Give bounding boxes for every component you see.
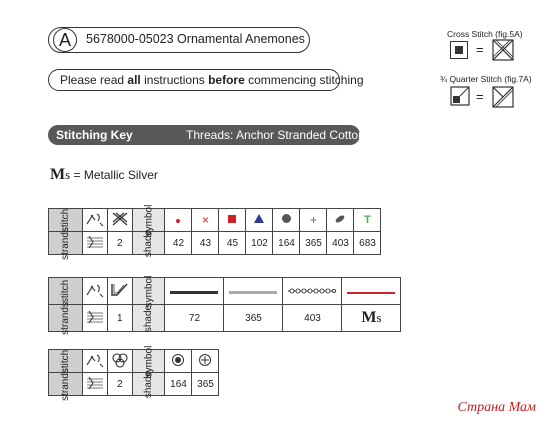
solid-square-icon [455,46,463,54]
stitch-diagram-icon [82,350,107,373]
chart-title: 5678000-05023 Ornamental Anemones [86,32,305,46]
shade-value: 365 [300,232,327,255]
cross-stitch-box [450,41,468,59]
quarter-stitch-icon [492,86,514,108]
metallic-legend: Ms = Metallic Silver [50,166,158,183]
symbol-chain-line [283,278,342,305]
symbol-label: symbol [132,350,165,373]
cross-stitch-icon [492,39,514,61]
cross-stitch-label: Cross Stitch (fig.5A) [447,29,523,39]
cross-stitch-type-icon [107,209,132,232]
cross-stitch-table [48,204,381,260]
stitch-diagram-icon [82,278,107,305]
backstitch-table [48,275,401,335]
shade-value: 43 [192,232,219,255]
shade-value: 72 [165,305,224,332]
symbol-grey-circle [273,209,300,232]
stitching-key-subtitle: Threads: Anchor Stranded Cotton and Metallic [186,128,433,142]
symbol-black-line [165,278,224,305]
symbol-red-line [342,278,401,305]
symbol-label: symbol [132,278,165,305]
shade-label: shade [132,232,165,255]
strands-label: strands [49,305,83,332]
symbol-plus: + [300,209,327,232]
shade-value: 164 [273,232,300,255]
cross-strands-count: 2 [107,232,132,255]
knot-strands-count: 2 [107,373,132,396]
symbol-grey-line [224,278,283,305]
stitch-diagram-icon [82,209,107,232]
strands-diagram-icon [82,232,107,255]
shade-value: 683 [354,232,381,255]
instructions-notice: Please read all instructions before commencing stitching [60,73,364,87]
shade-value: 365 [224,305,283,332]
symbol-red-square [219,209,246,232]
quarter-stitch-label: ¾ Quarter Stitch (fig.7A) [440,74,532,84]
shade-value: 164 [165,373,192,396]
symbol-red-dot [165,209,192,232]
french-knot-table [48,345,219,401]
shade-label: shade [132,305,165,332]
stitching-key-title: Stitching Key [56,128,133,142]
symbol-green-t: T [354,209,381,232]
stitch-label: stitch [49,278,83,305]
metallic-symbol: M [50,166,66,183]
shade-value: 42 [165,232,192,255]
metallic-label: Metallic Silver [83,168,158,182]
strands-diagram-icon [82,305,107,332]
symbol-bullseye [165,350,192,373]
site-watermark: Страна Мам [457,400,536,415]
shade-value-metallic: Ms [342,305,401,332]
french-knot-type-icon [107,350,132,373]
symbol-grey-leaf [327,209,354,232]
shade-label: shade [132,373,165,396]
shade-value: 102 [246,232,273,255]
strands-diagram-icon [82,373,107,396]
shade-value: 45 [219,232,246,255]
shade-value: 403 [283,305,342,332]
backstitch-strands-count: 1 [107,305,132,332]
symbol-circled-plus [192,350,219,373]
strands-label: strands [49,232,83,255]
backstitch-type-icon [107,278,132,305]
shade-value: 365 [192,373,219,396]
shade-value: 403 [327,232,354,255]
stitch-label: stitch [49,350,83,373]
chart-letter-badge: A [53,28,77,52]
symbol-blue-triangle [246,209,273,232]
symbol-red-cross: × [192,209,219,232]
strands-label: strands [49,373,83,396]
quarter-stitch-box [450,86,470,106]
stitch-label: stitch [49,209,83,232]
symbol-label: symbol [132,209,165,232]
